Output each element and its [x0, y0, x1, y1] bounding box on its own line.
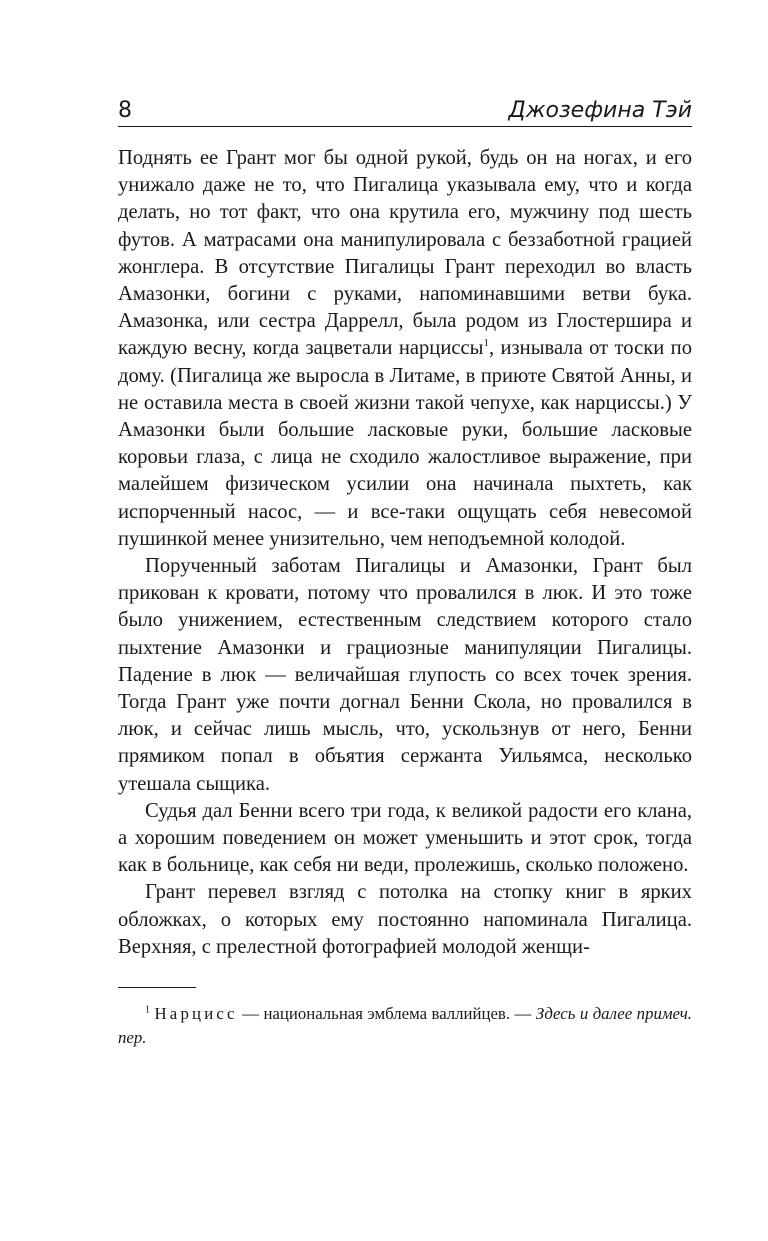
page-number: 8	[118, 98, 132, 123]
body-text	[118, 145, 692, 961]
footnote-mark: 1	[145, 1004, 150, 1016]
paragraph-text: , изнывала от тоски по дому. (Пигалица же выросла в Литаме, в приюте Святой Анны, и не оставила места в своей жизни такой чепухе, как нарциссы.) У Амазонки были большие ласковые руки, большие ласковые коровьи глаза, с лица не сходило жалостливое выражение, при малейшем физическом усилии она начинала пыхтеть, как испорченный насос, — и все-таки ощущать себя невесомой пушинкой менее унизительно, чем неподъемной колодой.	[118, 337, 692, 550]
paragraph: Порученный заботам Пигалицы и Амазонки, Грант был прикован к кровати, потому что провалился в люк. И это тоже было унижением, естественным следствием которого стало пыхтение Амазонки и грациозные манипуляции Пигалицы. Падение в люк — величайшая глупость со всех точек зрения. Тогда Грант уже почти догнал Бенни Скола, но провалился в люк, и сейчас лишь мысль, что, ускользнув от него, Бенни прямиком попал в объятия сержанта Уильямса, несколько утешала сыщика.	[118, 555, 692, 795]
paragraph	[118, 145, 692, 553]
footnote-divider	[118, 987, 196, 988]
paragraph: Судья дал Бенни всего три года, к великой радости его клана, а хорошим поведением он может уменьшить и этот срок, тогда как в больнице, как себя ни веди, пролежишь, сколько положено.	[118, 799, 692, 877]
paragraph-text: Поднять ее Грант мог бы одной рукой, будь он на ногах, и его унижало даже не то, что Пигалица указывала ему, что и когда делать, но тот факт, что она крутила его, мужчину под шесть футов. А матрасами она манипулировала с беззаботной грацией жонглера. В отсутствие Пигалицы Грант переходил во власть Амазонки, богини с руками, напоминавшими ветви бука. Амазонка, или сестра Даррелл, была родом из Глостершира и каждую весну, когда зацветали нарциссы	[118, 147, 692, 360]
book-author: Джозефина Тэй	[508, 98, 692, 123]
footnote-note: Здесь и далее примеч. пер.	[118, 1004, 692, 1047]
running-head	[118, 92, 692, 127]
book-page	[118, 92, 692, 1049]
paragraph: Грант перевел взгляд с потолка на стопку книг в ярких обложках, о которых ему постоянно напоминала Пигалица. Верхняя, с прелестной фотографией молодой женщи-	[118, 881, 692, 958]
footnote-term: Нарцисс	[154, 1004, 238, 1024]
footnote-text: — национальная эмблема валлийцев. —	[242, 1004, 532, 1024]
footnote	[118, 1002, 692, 1049]
footnote-reference[interactable]: 1	[483, 337, 489, 350]
